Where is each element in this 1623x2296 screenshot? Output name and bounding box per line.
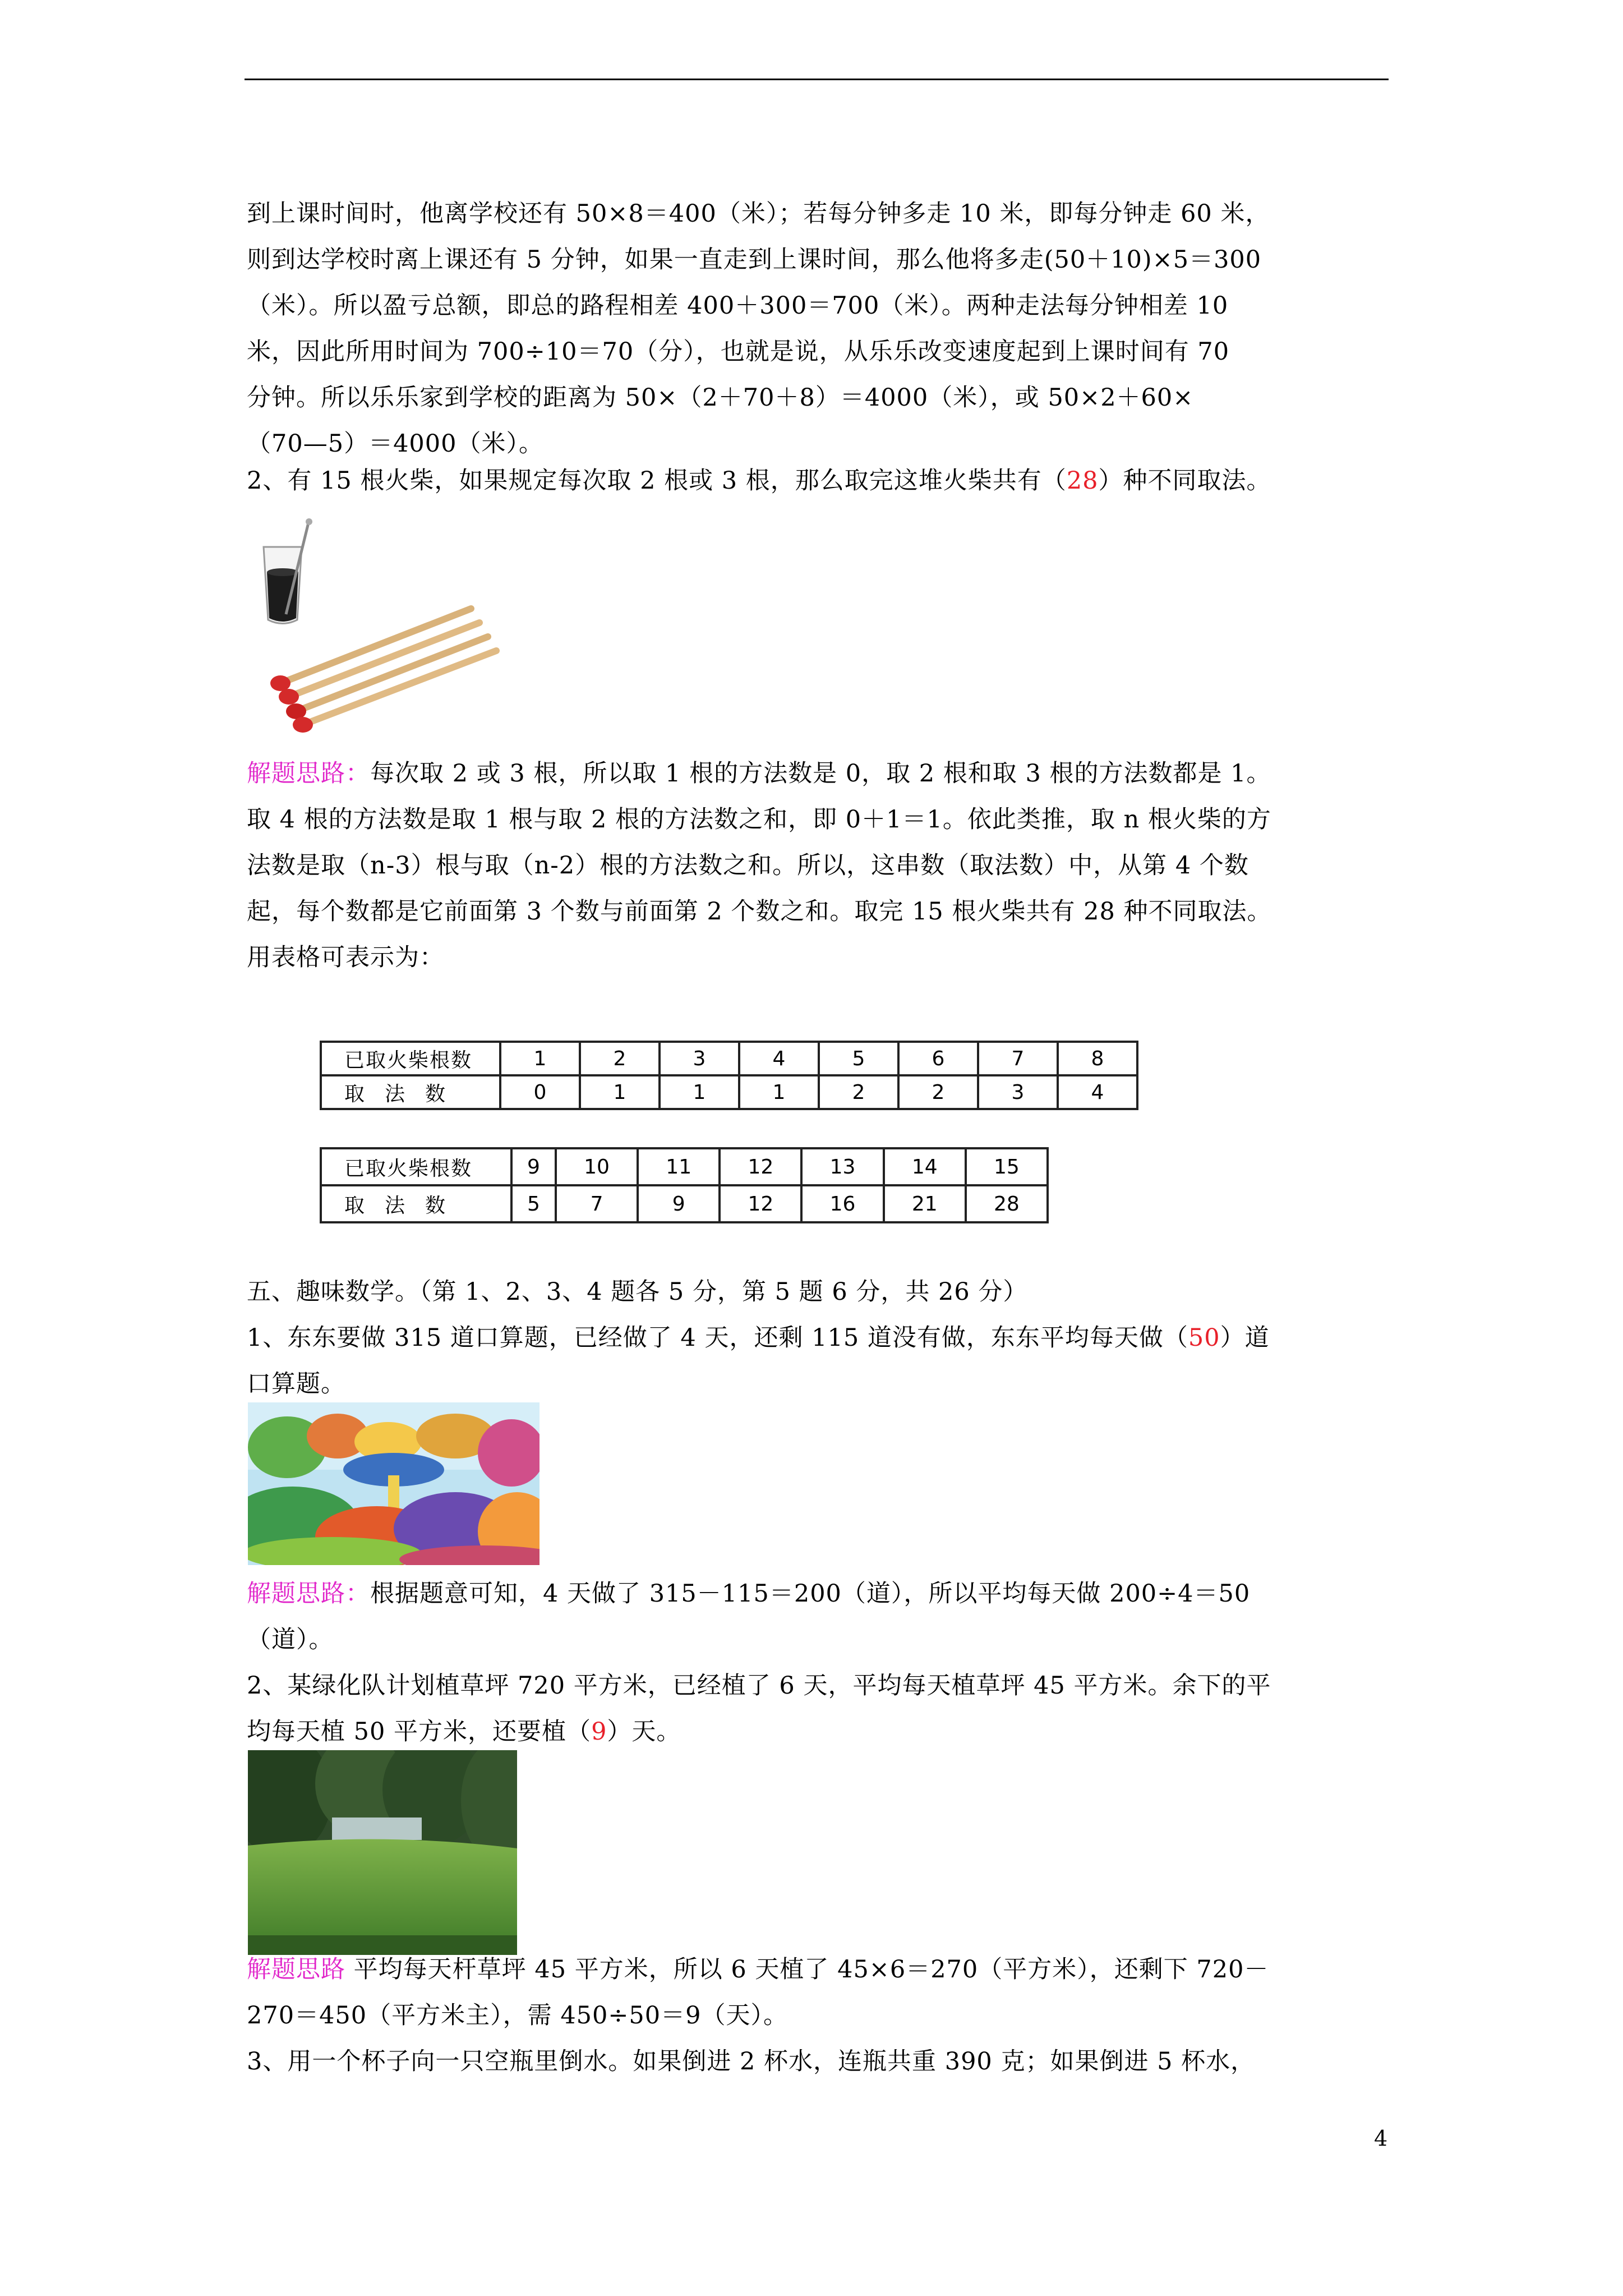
table-cell: 1 [660,1075,739,1109]
header-rule [245,79,1389,80]
matches-glass-illustration [247,516,505,746]
table-cell: 8 [1058,1042,1137,1075]
table-cell: 2 [819,1075,898,1109]
answer-value: 28 [1066,467,1099,495]
paragraph-1 [247,191,1391,467]
solution-label: 解题思路 [247,1955,345,1984]
table-cell: 16 [801,1185,883,1222]
row-label-taken: 已取火柴根数 [321,1148,511,1185]
table-cell: 1 [500,1042,580,1075]
solution-line: 用表格可表示为： [247,944,444,972]
solution-line: 起，每个数都是它前面第 3 个数与前面第 2 个数之和。取完 15 根火柴共有 28 种不同取法。 [247,898,1272,926]
solution-5-2 [247,1947,1391,2085]
ways-table-2 [320,1147,1049,1223]
table-cell: 7 [978,1042,1058,1075]
solution-label: 解题思路： [247,760,370,788]
question-text: 3、用一个杯子向一只空瓶里倒水。如果倒进 2 杯水，连瓶共重 390 克；如果倒进 5 杯水， [247,2047,1256,2076]
solution-line: 取 4 根的方法数是取 1 根与取 2 根的方法数之和，即 0＋1＝1。依此类推，取 n 根火柴的方 [247,806,1271,834]
table-cell: 12 [720,1148,801,1185]
table-row [321,1148,1048,1185]
question-text: ）天。 [607,1718,681,1746]
solution-text: 平均每天杆草坪 45 平方米，所以 6 天植了 45×6＝270（平方米），还剩下 720－ [353,1955,1269,1984]
solution-line: 270＝450（平方米主），需 450÷50＝9（天）。 [247,2001,788,2030]
paragraph-line: （70—5）＝4000（米）。 [247,430,544,458]
solution-5-1 [247,1571,1391,1755]
table-row [321,1075,1137,1109]
solution-text: 每次取 2 或 3 根，所以取 1 根的方法数是 0，取 2 根和取 3 根的方法数都是 1。 [370,760,1271,788]
question-2 [247,458,1391,504]
table-cell: 10 [556,1148,638,1185]
table-row [321,1042,1137,1075]
table-cell: 15 [966,1148,1048,1185]
solution-line: 法数是取（n-3）根与取（n-2）根的方法数之和。所以，这串数（取法数）中，从第 4 个数 [247,852,1249,880]
question-text: ）种不同取法。 [1098,467,1271,495]
table-cell: 5 [511,1185,556,1222]
solution-text: 根据题意可知，4 天做了 315－115＝200（道），所以平均每天做 200÷4＝50 [370,1580,1251,1608]
page-number: 4 [1374,2126,1388,2151]
table-cell: 9 [638,1185,720,1222]
cartoon-illustration [248,1402,540,1565]
table-cell: 0 [500,1075,580,1109]
table-cell: 11 [638,1148,720,1185]
table-row [321,1185,1048,1222]
table-cell: 21 [884,1185,966,1222]
section-heading: 五、趣味数学。（第 1、2、3、4 题各 5 分，第 5 题 6 分，共 26 分） [247,1278,1028,1306]
paragraph-line: （米）。所以盈亏总额，即总的路程相差 400＋300＝700（米）。两种走法每分钟相差 10 [247,292,1229,320]
table-cell: 5 [819,1042,898,1075]
solution-label: 解题思路： [247,1580,370,1608]
table-cell: 7 [556,1185,638,1222]
question-text: 口算题。 [247,1370,345,1398]
ways-table-1 [320,1041,1138,1110]
paragraph-line: 到上课时间时，他离学校还有 50×8＝400（米）；若每分钟多走 10 米，即每分钟走 60 米， [247,200,1270,228]
table-cell: 3 [660,1042,739,1075]
question-text: 2、某绿化队计划植草坪 720 平方米，已经植了 6 天，平均每天植草坪 45 平方米。余下的平 [247,1672,1271,1700]
table-cell: 9 [511,1148,556,1185]
table-cell: 4 [1058,1075,1137,1109]
row-label-taken: 已取火柴根数 [321,1042,500,1075]
answer-value: 9 [591,1718,607,1746]
table-cell: 13 [801,1148,883,1185]
question-text: 均每天植 50 平方米，还要植（ [247,1718,592,1746]
lawn-photo [248,1750,517,1955]
paragraph-line: 分钟。所以乐乐家到学校的距离为 50×（2＋70＋8）＝4000（米），或 50×2＋60× [247,384,1194,412]
table-cell: 1 [580,1075,660,1109]
question-text: 1、东东要做 315 道口算题，已经做了 4 天，还剩 115 道没有做，东东平均每天做（ [247,1324,1188,1352]
row-label-ways: 取 法 数 [321,1185,511,1222]
table-cell: 2 [898,1075,978,1109]
matches-glass-picture [247,516,505,746]
table-cell: 6 [898,1042,978,1075]
table-cell: 3 [978,1075,1058,1109]
table-cell: 2 [580,1042,660,1075]
table-cell: 28 [966,1185,1048,1222]
question-text: ）道 [1220,1324,1270,1352]
answer-value: 50 [1188,1324,1220,1352]
row-label-ways: 取 法 数 [321,1075,500,1109]
table-cell: 1 [739,1075,819,1109]
table-cell: 12 [720,1185,801,1222]
section-5 [247,1269,1391,1407]
solution-line: （道）。 [247,1626,334,1654]
solution-2 [247,751,1391,981]
paragraph-line: 米，因此所用时间为 700÷10＝70（分），也就是说，从乐乐改变速度起到上课时间有 70 [247,338,1230,366]
question-text: 2、有 15 根火柴，如果规定每次取 2 根或 3 根，那么取完这堆火柴共有（ [247,467,1067,495]
paragraph-line: 则到达学校时离上课还有 5 分钟，如果一直走到上课时间，那么他将多走(50＋10)×5＝300 [247,246,1262,274]
table-cell: 4 [739,1042,819,1075]
cartoon-picture [248,1402,540,1565]
lawn-illustration [248,1750,517,1955]
table-cell: 14 [884,1148,966,1185]
